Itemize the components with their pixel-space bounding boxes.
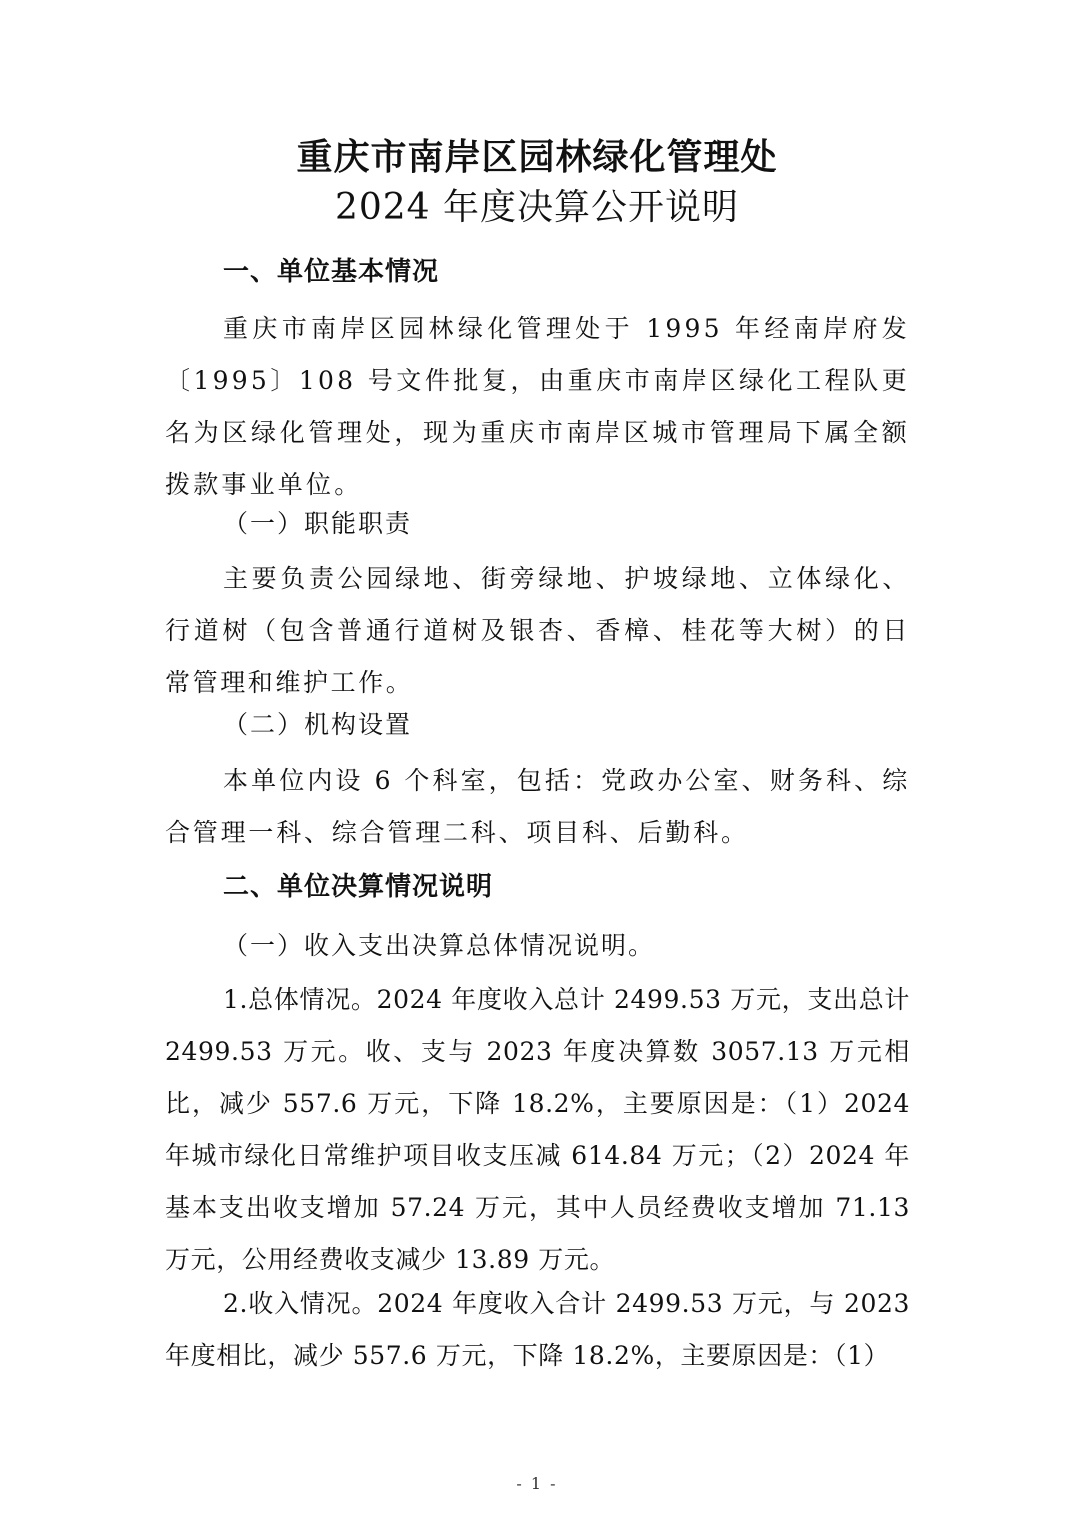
paragraph-organization: 本单位内设 6 个科室，包括：党政办公室、财务科、综合管理一科、综合管理二科、项目科、后勤科。 xyxy=(165,766,910,847)
document-title-line2: 2024 年度决算公开说明 xyxy=(334,187,740,228)
subheading-organization: （二）机构设置 xyxy=(223,710,413,739)
document-title-line1: 重庆市南岸区园林绿化管理处 xyxy=(296,136,778,178)
section-heading-basic-info: 一、单位基本情况 xyxy=(223,257,440,287)
subheading-duties: （一）职能职责 xyxy=(223,509,413,538)
page-number: - 1 - xyxy=(516,1474,558,1493)
paragraph-income-situation: 2.收入情况。2024 年度收入合计 2499.53 万元，与 2023 年度相比，减少 557.6 万元，下降 18.2%，主要原因是：（1） xyxy=(165,1289,910,1370)
section-heading-final-accounts: 二、单位决算情况说明 xyxy=(223,872,494,902)
paragraph-duties: 主要负责公园绿地、街旁绿地、护坡绿地、立体绿化、行道树（包含普通行道树及银杏、香樟、桂花等大树）的日常管理和维护工作。 xyxy=(165,564,910,697)
subheading-income-expense-overview: （一）收入支出决算总体情况说明。 xyxy=(223,931,656,960)
paragraph-overall-situation: 1.总体情况。2024 年度收入总计 2499.53 万元，支出总计 2499.53 万元。收、支与 2023 年度决算数 3057.13 万元相比，减少 557.6 万元，下降 18.2%，主要原因是：（1）2024 年城市绿化日常维护项目收支压减 614.84 万元；（2）2024 年基本支出收支增加 57.24 万元，其中人员经费收支增加 71.13 万元，公用经费收支减少 13.89 万元。 xyxy=(165,985,910,1274)
paragraph-basic-info: 重庆市南岸区园林绿化管理处于 1995 年经南岸府发〔1995〕108 号文件批复，由重庆市南岸区绿化工程队更名为区绿化管理处，现为重庆市南岸区城市管理局下属全额拨款事业单位。 xyxy=(165,314,910,499)
